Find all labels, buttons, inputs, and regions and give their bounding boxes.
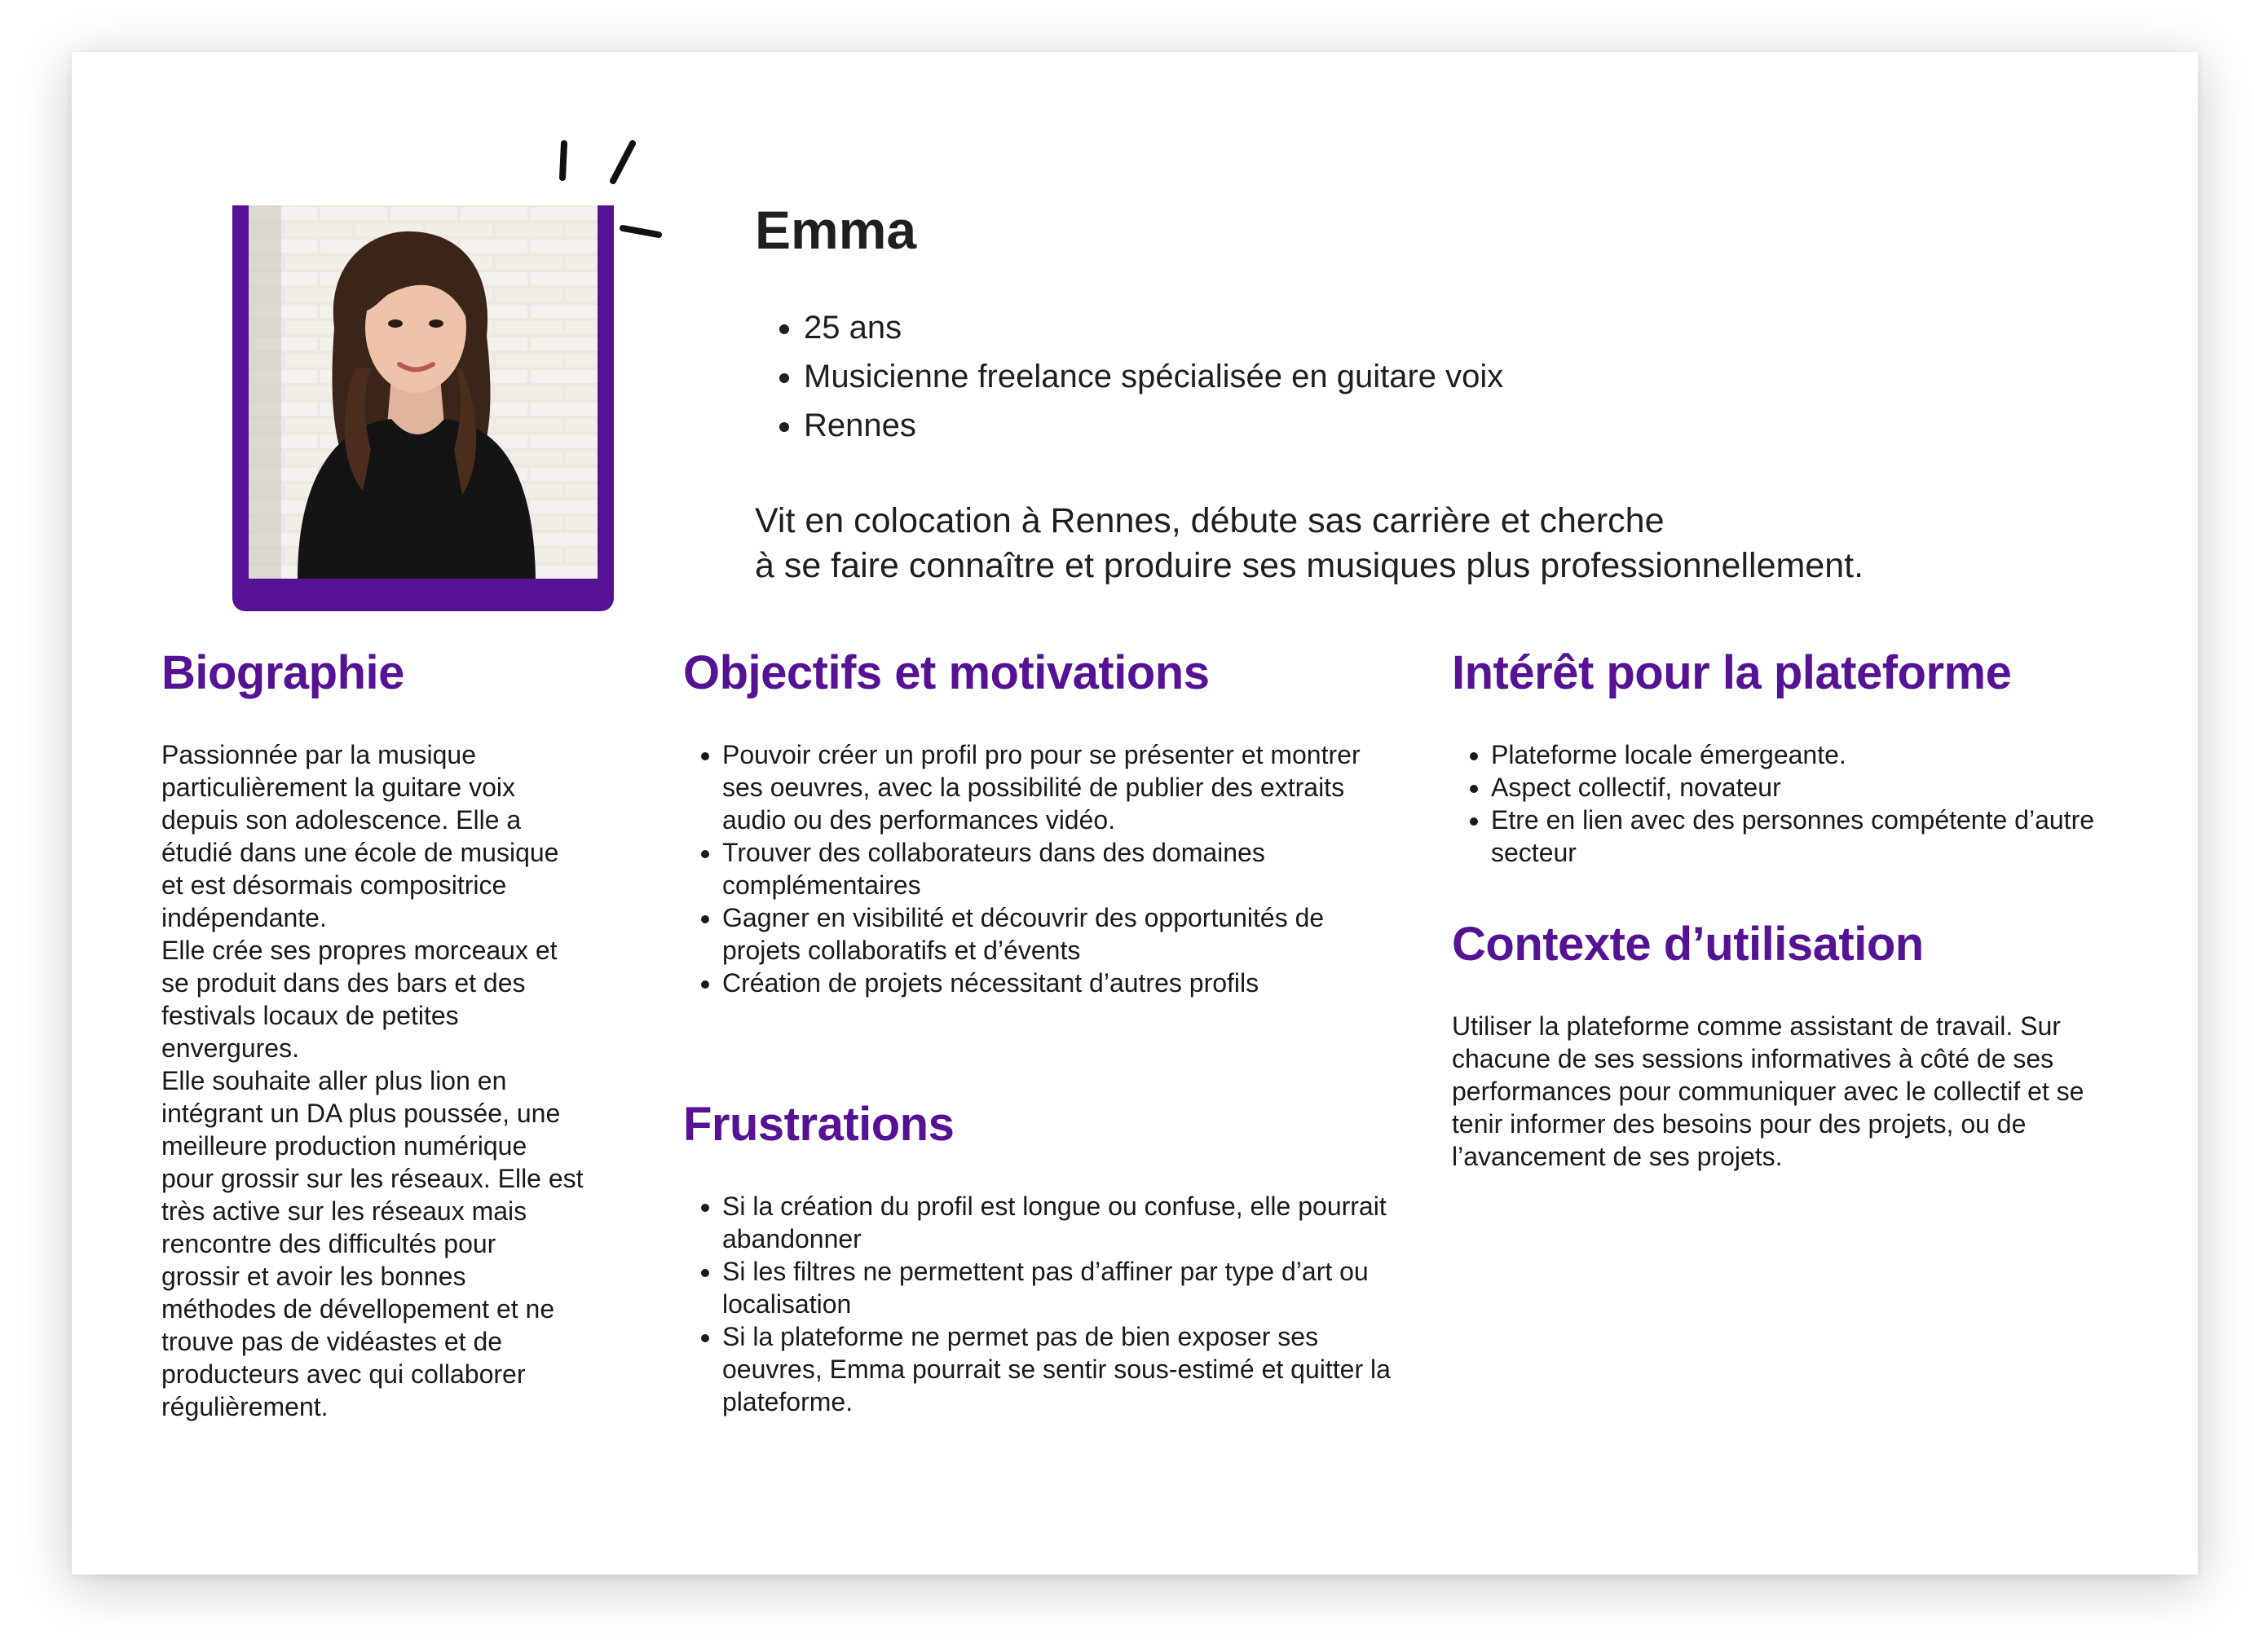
bio-line: festivals locaux de petites [161,1001,459,1030]
summary-line: à se faire connaître et produire ses musiques plus professionnellement. [755,546,1864,585]
interet-item: • Plateforme locale émergeante. [1491,738,2168,771]
bio-line: régulièrement. [161,1392,329,1421]
bio-line: Elle souhaite aller plus lion en [161,1066,507,1095]
bio-line: rencontre des difficultés pour [161,1229,496,1258]
frustration-item: • Si la plateforme ne permet pas de bien exposer ses oeuvres, Emma pourrait se sentir sous-estimé et quitter la plateforme. [722,1320,1391,1418]
bio-line: particulièrement la guitare voix [161,773,515,802]
persona-sheet [72,52,2198,1575]
portrait-photo [249,205,598,579]
contexte-line: Utiliser la plateforme comme assistant de travail. Sur [1452,1011,2061,1041]
interet-title: Intérêt pour la plateforme [1452,646,2012,699]
biographie-text [161,738,602,1423]
fact-occupation: • Musicienne freelance spécialisée en guitare voix [804,352,1503,401]
fact-city: • Rennes [804,401,1503,450]
bio-line: étudié dans une école de musique [161,838,559,867]
bio-line: trouve pas de vidéastes et de [161,1327,503,1356]
bio-line: méthodes de dévellopement et ne [161,1294,555,1324]
objectif-item: • Gagner en visibilité et découvrir des opportunités de projets collaboratifs et d’évents [722,901,1391,967]
bio-line: indépendante. [161,903,327,932]
bio-line: intégrant un DA plus poussée, une [161,1099,561,1128]
contexte-text [1452,1010,2153,1173]
objectifs-title: Objectifs et motivations [683,646,1210,699]
bio-line: Passionnée par la musique [161,740,477,769]
interet-list [1452,738,2168,869]
bio-line: très active sur les réseaux mais [161,1196,527,1226]
interet-item: • Aspect collectif, novateur [1491,771,2168,804]
contexte-line: performances pour communiquer avec le collectif et se [1452,1077,2084,1106]
summary-line: Vit en colocation à Rennes, débute sas carrière et cherche [755,501,1665,540]
persona-name: Emma [755,200,917,260]
frustration-item: • Si la création du profil est longue ou confuse, elle pourrait abandonner [722,1190,1391,1255]
bio-line: Elle crée ses propres morceaux et [161,936,558,965]
portrait-illustration [249,205,598,579]
portrait-frame [232,205,614,611]
frustration-item: • Si les filtres ne permettent pas d’affiner par type d’art ou localisation [722,1255,1391,1320]
objectif-item: • Trouver des collaborateurs dans des domaines complémentaires [722,836,1391,901]
frustrations-title: Frustrations [683,1098,955,1151]
fact-age: • 25 ans [804,303,1503,352]
contexte-line: chacune de ses sessions informatives à côté de ses [1452,1044,2054,1073]
contexte-title: Contexte d’utilisation [1452,918,1924,971]
bio-line: et est désormais compositrice [161,870,507,900]
biographie-title: Biographie [161,646,404,699]
bio-line: se produit dans des bars et des [161,968,526,998]
persona-facts-list [755,303,1503,450]
bio-line: producteurs avec qui collaborer [161,1359,526,1389]
contexte-line: tenir informer des besoins pour des projets, ou de [1452,1109,2027,1139]
bio-line: depuis son adolescence. Elle a [161,805,522,835]
objectif-item: • Création de projets nécessitant d’autres profils [722,967,1391,999]
contexte-line: l’avancement de ses projets. [1452,1142,1783,1171]
bio-line: meilleure production numérique [161,1131,527,1161]
objectif-item: • Pouvoir créer un profil pro pour se présenter et montrer ses oeuvres, avec la possibilité de publier des extraits audio ou des performances vidéo. [722,738,1391,836]
bio-line: grossir et avoir les bonnes [161,1262,466,1291]
objectifs-list [683,738,1391,999]
persona-summary [755,499,2059,588]
interet-item: • Etre en lien avec des personnes compétente d’autre secteur [1491,804,2168,869]
bio-line: pour grossir sur les réseaux. Elle est [161,1164,584,1193]
bio-line: envergures. [161,1033,299,1063]
frustrations-list [683,1190,1391,1418]
